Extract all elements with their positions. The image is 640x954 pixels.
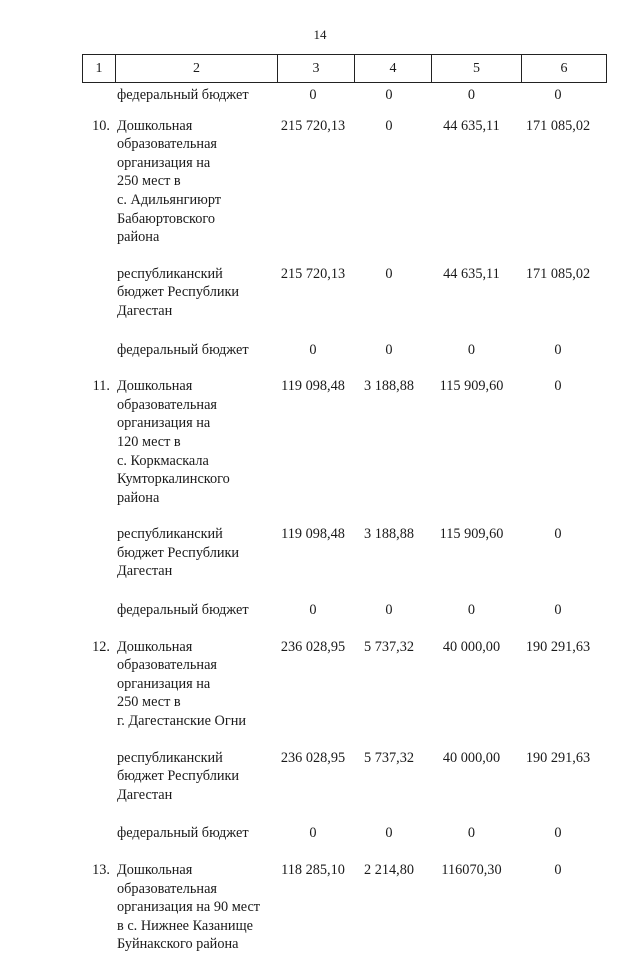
row-name-line: образовательная — [117, 136, 217, 153]
row-value-col-6: 190 291,63 — [525, 749, 591, 766]
row-name — [114, 638, 275, 731]
row-name-line: организация на — [117, 154, 211, 171]
row-value-col-5: 40 000,00 — [442, 638, 501, 655]
row-name — [114, 861, 275, 954]
header-cell-6: 6 — [522, 55, 607, 83]
row-name-line: бюджет Республики — [117, 284, 240, 301]
row-value-col-4: 3 188,88 — [363, 526, 415, 543]
row-name-line: образовательная — [117, 880, 217, 897]
row-value-col-3: 0 — [309, 825, 317, 842]
row-value-col-5: 0 — [467, 341, 476, 358]
row-name-line: с. Адильянгиюрт — [117, 191, 222, 208]
table-row — [82, 749, 600, 805]
row-name — [114, 117, 275, 247]
row-value-col-3: 215 720,13 — [280, 117, 346, 134]
row-value-col-6: 0 — [554, 87, 562, 103]
row-value-col-6: 0 — [554, 378, 562, 395]
row-value-col-3: 119 098,48 — [281, 378, 345, 395]
table-header — [82, 54, 607, 83]
row-name-line: федеральный бюджет — [117, 602, 249, 619]
row-value-col-6: 171 085,02 — [525, 265, 591, 282]
row-name-line: Бабаюртовского — [117, 210, 216, 227]
row-name-line: Дагестан — [117, 302, 173, 319]
row-name-line: с. Коркмаскала — [117, 452, 209, 469]
table-row — [82, 265, 600, 321]
row-number: 13. — [92, 862, 110, 878]
row-value-col-6: 0 — [554, 825, 562, 842]
table-row — [82, 638, 600, 731]
row-value-col-5: 116070,30 — [441, 862, 502, 878]
row-value-col-6: 190 291,63 — [525, 638, 591, 655]
row-spacer — [82, 105, 600, 117]
table-body — [82, 86, 600, 954]
row-name-line: 250 мест в — [117, 694, 181, 711]
row-value-col-3: 215 720,13 — [280, 265, 346, 282]
row-name-line: федеральный бюджет — [117, 825, 249, 842]
row-name-line: образовательная — [117, 396, 217, 413]
row-name-line: Дошкольная — [117, 117, 193, 134]
table-row — [82, 377, 600, 507]
row-value-col-4: 0 — [385, 341, 393, 358]
row-value-col-5: 0 — [467, 825, 476, 842]
row-value-col-3: 0 — [309, 602, 317, 619]
row-value-col-4: 0 — [385, 602, 393, 619]
table-row — [82, 86, 600, 105]
row-value-col-5: 40 000,00 — [442, 749, 501, 766]
row-spacer — [82, 247, 600, 265]
row-spacer — [82, 620, 600, 638]
row-name-line: в с. Нижнее Казанище — [117, 917, 253, 934]
row-name-line: Буйнакского района — [117, 936, 239, 953]
row-spacer — [82, 507, 600, 525]
row-name-line: района — [117, 489, 160, 506]
row-value-col-3: 119 098,48 — [281, 526, 345, 543]
row-name-line: организация на — [117, 675, 211, 692]
row-number: 12. — [92, 638, 110, 655]
row-value-col-6: 0 — [554, 602, 562, 619]
header-cell-5: 5 — [432, 55, 522, 83]
row-value-col-6: 0 — [554, 862, 562, 878]
row-name — [114, 86, 275, 105]
row-name — [114, 341, 275, 360]
row-value-col-5: 115 909,60 — [439, 378, 504, 395]
row-spacer — [82, 731, 600, 749]
row-spacer — [82, 843, 600, 861]
row-name-line: 120 мест в — [117, 433, 181, 450]
row-name-line: Дошкольная — [117, 378, 193, 395]
row-value-col-5: 44 635,11 — [443, 265, 500, 282]
row-name-line: республиканский — [117, 265, 223, 282]
row-name — [114, 601, 275, 620]
row-value-col-5: 0 — [467, 87, 476, 103]
row-value-col-4: 2 214,80 — [363, 862, 415, 878]
row-name-line: бюджет Республики — [117, 544, 240, 561]
row-spacer — [82, 581, 600, 601]
row-name — [114, 749, 275, 805]
row-name-line: федеральный бюджет — [117, 87, 249, 103]
row-name-line: организация на 90 мест — [117, 899, 261, 916]
row-name-line: г. Дагестанские Огни — [117, 713, 246, 730]
row-value-col-3: 236 028,95 — [280, 749, 346, 766]
table-row — [82, 341, 600, 360]
row-value-col-3: 236 028,95 — [280, 638, 346, 655]
row-name-line: 250 мест в — [117, 173, 181, 190]
row-number: 10. — [92, 117, 110, 134]
header-cell-3: 3 — [278, 55, 355, 83]
row-name — [114, 525, 275, 581]
header-cell-2: 2 — [116, 55, 278, 83]
row-name-line: образовательная — [117, 657, 217, 674]
row-name-line: бюджет Республики — [117, 768, 240, 785]
row-value-col-4: 0 — [385, 825, 393, 842]
row-value-col-4: 5 737,32 — [363, 749, 415, 766]
row-name-line: Кумторкалинского — [117, 471, 230, 488]
header-cell-4: 4 — [355, 55, 432, 83]
row-number: 11. — [92, 378, 110, 395]
row-value-col-3: 0 — [309, 341, 317, 358]
table-row — [82, 861, 600, 954]
row-name-line: Дагестан — [117, 786, 173, 803]
row-spacer — [82, 359, 600, 377]
row-value-col-5: 0 — [467, 602, 476, 619]
row-value-col-3: 0 — [309, 87, 317, 103]
row-name-line: республиканский — [117, 526, 223, 543]
row-value-col-4: 0 — [385, 265, 393, 282]
row-value-col-6: 0 — [554, 341, 562, 358]
row-name-line: федеральный бюджет — [117, 341, 249, 358]
row-name-line: Дошкольная — [117, 862, 193, 878]
row-value-col-6: 0 — [554, 526, 562, 543]
row-value-col-6: 171 085,02 — [525, 117, 591, 134]
row-name-line: республиканский — [117, 749, 223, 766]
row-value-col-3: 118 285,10 — [281, 862, 345, 878]
row-name — [114, 824, 275, 843]
page-number: 14 — [313, 27, 327, 42]
row-value-col-5: 44 635,11 — [443, 117, 500, 134]
table-row — [82, 525, 600, 581]
row-value-col-4: 3 188,88 — [363, 378, 415, 395]
table-row — [82, 117, 600, 247]
row-name-line: Дагестан — [117, 563, 173, 580]
row-name-line: организация на — [117, 415, 211, 432]
row-spacer — [82, 321, 600, 341]
row-name-line: района — [117, 229, 160, 246]
row-name-line: Дошкольная — [117, 638, 193, 655]
row-spacer — [82, 804, 600, 824]
row-value-col-4: 0 — [385, 87, 393, 103]
row-name — [114, 377, 275, 507]
table-row — [82, 601, 600, 620]
row-value-col-5: 115 909,60 — [439, 526, 504, 543]
row-name — [114, 265, 275, 321]
row-value-col-4: 0 — [385, 117, 393, 134]
table-row — [82, 824, 600, 843]
header-row — [83, 55, 607, 83]
header-cell-1: 1 — [83, 55, 116, 83]
row-value-col-4: 5 737,32 — [363, 638, 415, 655]
